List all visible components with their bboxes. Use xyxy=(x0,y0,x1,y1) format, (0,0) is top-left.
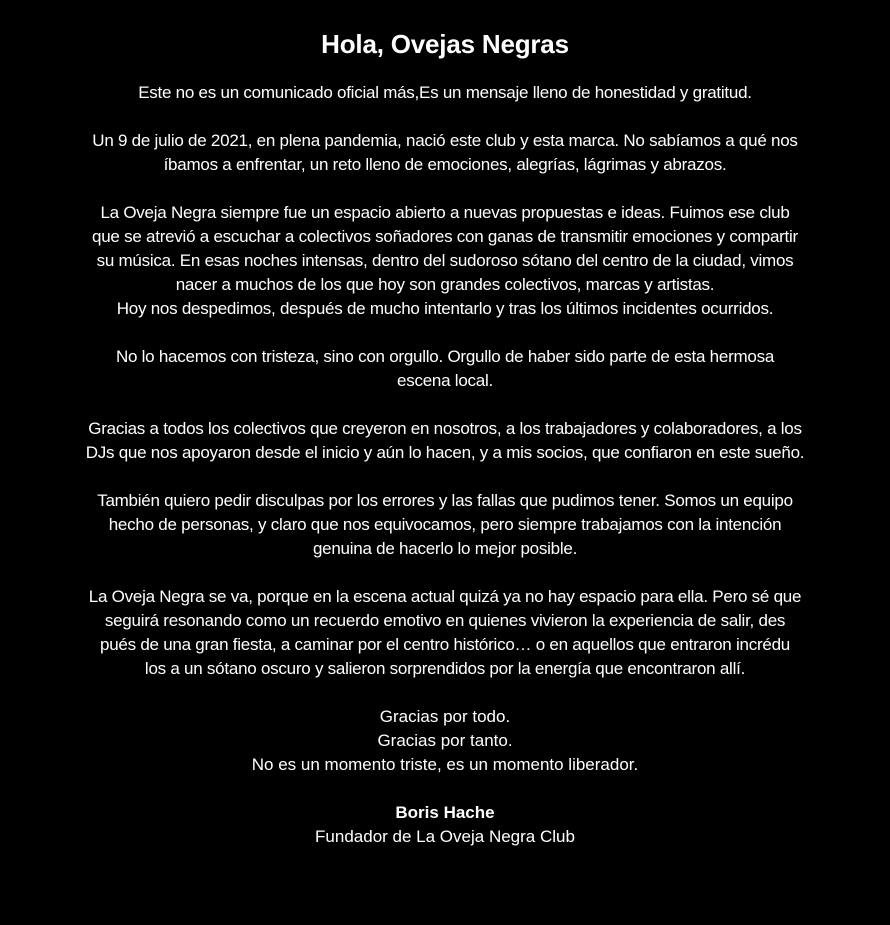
paragraph-line: genuina de hacerlo lo mejor posible. xyxy=(312,539,578,558)
closing-lines xyxy=(24,705,866,777)
signature-role: Fundador de La Oveja Negra Club xyxy=(315,827,575,846)
paragraph-line: íbamos a enfrentar, un reto lleno de emociones, alegrías, lágrimas y abrazos. xyxy=(163,155,727,174)
paragraph-line: No lo hacemos con tristeza, sino con orgullo. Orgullo de haber sido parte de esta hermosa xyxy=(115,347,775,366)
closing-line: Gracias por tanto. xyxy=(377,731,513,750)
paragraph-line: seguirá resonando como un recuerdo emotivo en quienes vivieron la experiencia de salir, des xyxy=(104,611,786,630)
paragraph-line: Hoy nos despedimos, después de mucho intentarlo y tras los últimos incidentes ocurridos. xyxy=(116,299,774,318)
paragraph-founding xyxy=(24,129,866,177)
paragraph-line: su música. En esas noches intensas, dentro del sudoroso sótano del centro de la ciudad, vimos xyxy=(96,251,794,270)
paragraph-thanks xyxy=(24,417,866,465)
paragraph-line: hecho de personas, y claro que nos equivocamos, pero siempre trabajamos con la intención xyxy=(108,515,782,534)
paragraph-line: La Oveja Negra se va, porque en la escena actual quizá ya no hay espacio para ella. Pero sé que xyxy=(88,587,802,606)
letter-title: Hola, Ovejas Negras xyxy=(321,29,569,59)
closing-line: No es un momento triste, es un momento liberador. xyxy=(251,755,639,774)
paragraph-line: los a un sótano oscuro y salieron sorprendidos por la energía que encontraron allí. xyxy=(144,659,746,678)
paragraph-line: Este no es un comunicado oficial más,Es un mensaje lleno de honestidad y gratitud. xyxy=(138,83,752,102)
paragraph-line: La Oveja Negra siempre fue un espacio abierto a nuevas propuestas e ideas. Fuimos ese club xyxy=(100,203,790,222)
closing-line: Gracias por todo. xyxy=(379,707,511,726)
paragraph-history xyxy=(24,201,866,321)
paragraph-line: escena local. xyxy=(397,371,493,390)
paragraph-line: También quiero pedir disculpas por los errores y las fallas que pudimos tener. Somos un equipo xyxy=(97,491,793,510)
paragraph-line: que se atrevió a escuchar a colectivos soñadores con ganas de transmitir emociones y compartir xyxy=(92,227,798,246)
paragraph-intro xyxy=(24,81,866,105)
paragraph-line: nacer a muchos de los que hoy son grandes colectivos, marcas y artistas. xyxy=(175,275,715,294)
signature-name: Boris Hache xyxy=(395,803,495,822)
signature xyxy=(24,801,866,849)
paragraph-farewell xyxy=(24,585,866,681)
paragraph-apology xyxy=(24,489,866,561)
paragraph-line: Un 9 de julio de 2021, en plena pandemia, nació este club y esta marca. No sabíamos a qué nos xyxy=(92,131,798,150)
paragraph-line: pués de una gran fiesta, a caminar por el centro histórico… o en aquellos que entraron incrédu xyxy=(100,635,790,654)
paragraph-line: DJs que nos apoyaron desde el inicio y aún lo hacen, y a mis socios, que confiaron en este sueño. xyxy=(85,443,805,462)
paragraph-pride xyxy=(24,345,866,393)
paragraph-line: Gracias a todos los colectivos que creyeron en nosotros, a los trabajadores y colaboradores, a los xyxy=(88,419,802,438)
